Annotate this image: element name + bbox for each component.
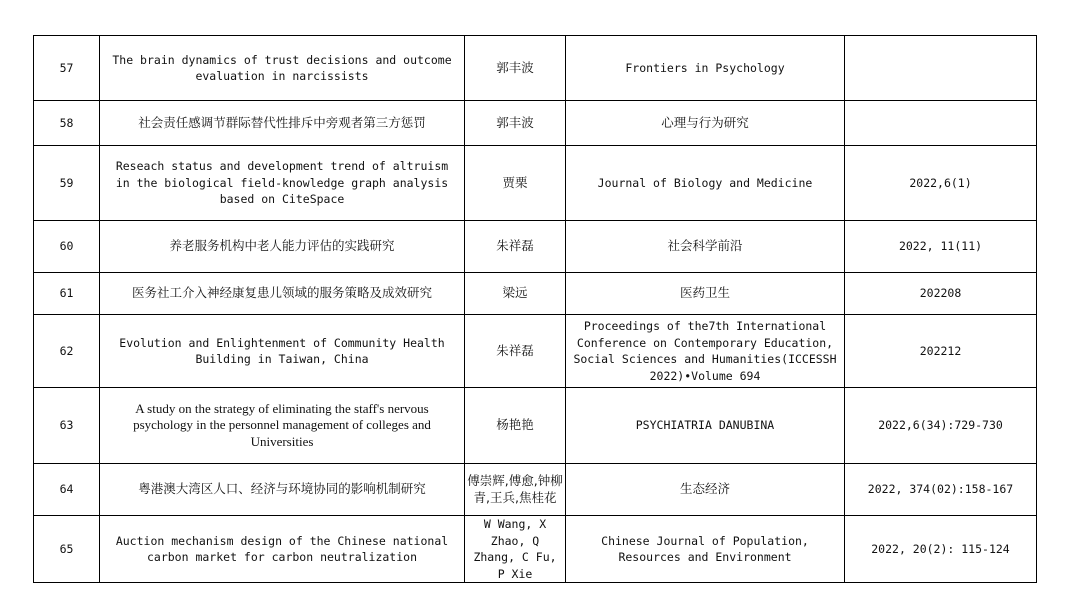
paper-date [845, 101, 1037, 146]
paper-title: Reseach status and development trend of altruism in the biological field-knowledge graph analysis based on CiteSpace [100, 146, 465, 221]
paper-journal: Journal of Biology and Medicine [566, 146, 845, 221]
row-number: 60 [34, 221, 100, 273]
paper-author: W Wang, X Zhao, Q Zhang, C Fu, P Xie [465, 516, 566, 583]
row-number: 64 [34, 464, 100, 516]
row-number: 61 [34, 273, 100, 315]
paper-author: 贾栗 [465, 146, 566, 221]
paper-author: 傅崇辉,傅愈,钟柳青,王兵,焦桂花 [465, 464, 566, 516]
paper-date: 2022, 20(2): 115-124 [845, 516, 1037, 583]
paper-author: 朱祥磊 [465, 221, 566, 273]
paper-author: 郭丰波 [465, 101, 566, 146]
table-row [34, 388, 1037, 464]
paper-title: Evolution and Enlightenment of Community Health Building in Taiwan, China [100, 315, 465, 388]
table-row [34, 516, 1037, 583]
paper-date: 2022,6(34):729-730 [845, 388, 1037, 464]
paper-journal: PSYCHIATRIA DANUBINA [566, 388, 845, 464]
paper-author: 杨艳艳 [465, 388, 566, 464]
paper-journal: 心理与行为研究 [566, 101, 845, 146]
paper-journal: 医药卫生 [566, 273, 845, 315]
paper-title: Auction mechanism design of the Chinese national carbon market for carbon neutralization [100, 516, 465, 583]
table-row [34, 36, 1037, 101]
row-number: 57 [34, 36, 100, 101]
publication-table [33, 35, 1037, 583]
table-row [34, 464, 1037, 516]
paper-title: The brain dynamics of trust decisions and outcome evaluation in narcissists [100, 36, 465, 101]
paper-journal: 社会科学前沿 [566, 221, 845, 273]
paper-author: 郭丰波 [465, 36, 566, 101]
row-number: 65 [34, 516, 100, 583]
paper-date [845, 36, 1037, 101]
paper-date: 202208 [845, 273, 1037, 315]
paper-title: 粤港澳大湾区人口、经济与环境协同的影响机制研究 [100, 464, 465, 516]
paper-journal: 生态经济 [566, 464, 845, 516]
row-number: 62 [34, 315, 100, 388]
paper-title: 养老服务机构中老人能力评估的实践研究 [100, 221, 465, 273]
row-number: 58 [34, 101, 100, 146]
paper-date: 202212 [845, 315, 1037, 388]
paper-date: 2022,6(1) [845, 146, 1037, 221]
paper-date: 2022, 11(11) [845, 221, 1037, 273]
row-number: 63 [34, 388, 100, 464]
table-row [34, 315, 1037, 388]
paper-title: 医务社工介入神经康复患儿领域的服务策略及成效研究 [100, 273, 465, 315]
table-row [34, 101, 1037, 146]
paper-journal: Chinese Journal of Population, Resources and Environment [566, 516, 845, 583]
paper-title: A study on the strategy of eliminating the staff's nervous psychology in the personnel management of colleges and Universities [100, 388, 465, 464]
table-row [34, 273, 1037, 315]
paper-date: 2022, 374(02):158-167 [845, 464, 1037, 516]
table-row [34, 221, 1037, 273]
paper-author: 朱祥磊 [465, 315, 566, 388]
paper-journal: Frontiers in Psychology [566, 36, 845, 101]
table-row [34, 146, 1037, 221]
paper-journal: Proceedings of the7th International Conference on Contemporary Education, Social Sciences and Humanities(ICCESSH 2022)•Volume 694 [566, 315, 845, 388]
paper-author: 梁远 [465, 273, 566, 315]
paper-title: 社会责任感调节群际替代性排斥中旁观者第三方惩罚 [100, 101, 465, 146]
row-number: 59 [34, 146, 100, 221]
